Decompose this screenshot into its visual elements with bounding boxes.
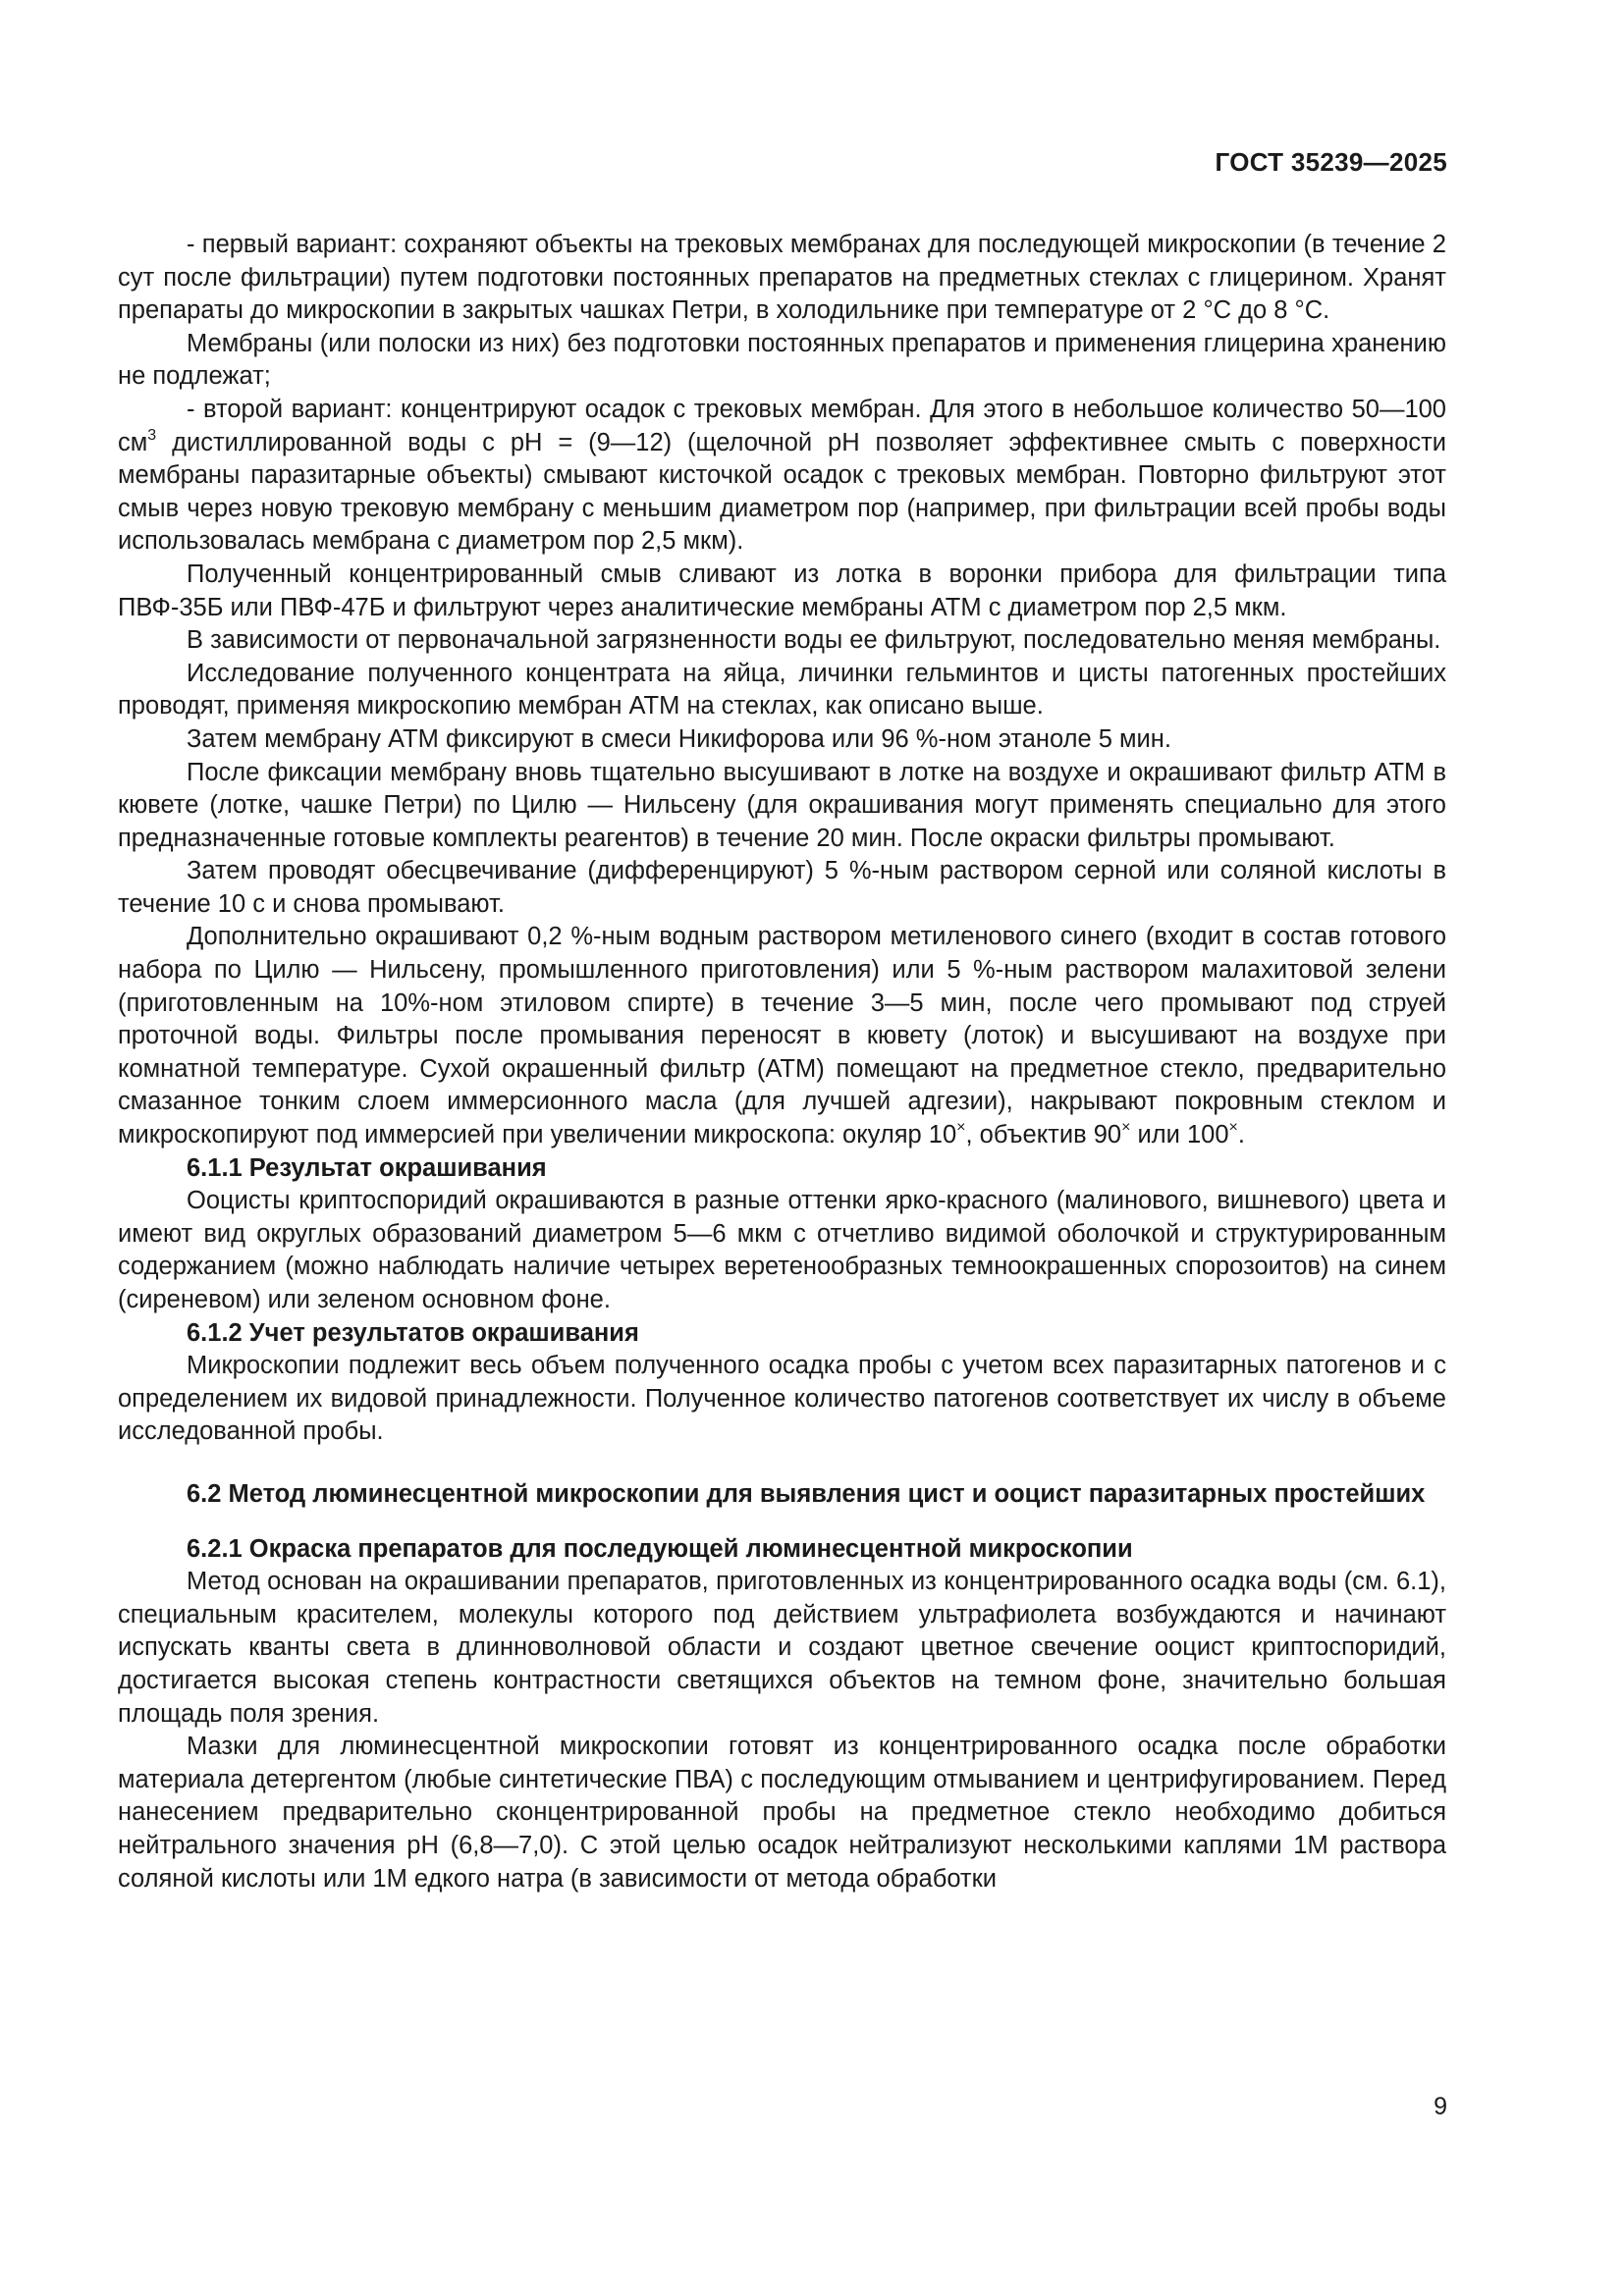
paragraph: - первый вариант: сохраняют объекты на трековых мембранах для последующей микроскопии (в течение 2 сут после фильтрации) путем подготовки постоянных препаратов на предметных стеклах с глицерином. Хранят препараты до микроскопии в закрытых чашках Петри, в холодильнике при температуре от 2 °С до 8 °С. [118, 231, 1446, 325]
paragraph: В зависимости от первоначальной загрязненности воды ее фильтруют, последовательно меняя мембраны. [187, 626, 1441, 655]
paragraph: После фиксации мембрану вновь тщательно высушивают в лотке на воздухе и окрашивают фильтр АТМ в кювете (лотке, чашке Петри) по Цилю — Нильсену (для окрашивания могут применять специально для этого предназначенные готовые комплекты реагентов) в течение 20 мин. После окраски фильтры промывают. [118, 758, 1446, 852]
paragraph: Исследование полученного концентрата на яйца, личинки гельминтов и цисты патогенных простейших проводят, применяя микроскопию мембран АТМ на стеклах, как описано выше. [118, 659, 1446, 721]
section-heading-6-2: 6.2 Метод люминесцентной микроскопии для выявления цист и ооцист паразитарных простейших [187, 1479, 1426, 1508]
paragraph: Затем проводят обесцвечивание (дифференцируют) 5 %-ным раствором серной или соляной кислоты в течение 10 с и снова промывают. [118, 857, 1446, 918]
paragraph: Полученный концентрированный смыв сливают из лотка в воронки прибора для фильтрации типа ПВФ-35Б или ПВФ-47Б и фильтруют через аналитические мембраны АТМ с диаметром пор 2,5 мкм. [118, 560, 1446, 621]
section-heading-6-1-2: 6.1.2 Учет результатов окрашивания [187, 1318, 639, 1347]
section-heading-6-2-1: 6.2.1 Окраска препаратов для последующей люминесцентной микроскопии [187, 1534, 1133, 1563]
paragraph: Микроскопии подлежит весь объем полученного осадка пробы с учетом всех паразитарных патогенов и с определением их видовой принадлежности. Полученное количество патогенов соответствует их числу в объеме исследованной пробы. [118, 1352, 1446, 1446]
document-body [118, 229, 1446, 1896]
paragraph: Метод основан на окрашивании препаратов, приготовленных из концентрированного осадка воды (см. 6.1), специальным красителем, молекулы которого под действием ультрафиолета возбуждаются и начинают испускать кванты света в длинноволновой области и создают цветное свечение ооцист криптоспоридий, достигается высокая степень контрастности светящихся объектов на темном фоне, значительно большая площадь поля зрения. [118, 1568, 1446, 1728]
paragraph: Дополнительно окрашивают 0,2 %-ным водным раствором метиленового синего (входит в состав готового набора по Цилю — Нильсену, промышленного приготовления) или 5 %-ным раствором малахитовой зелени (приготовленным на 10%-ном этиловом спирте) в течение 3—5 мин, после чего промывают под струей проточной воды. Фильтры после промывания переносят в кювету (лоток) и высушивают на воздухе при комнатной температуре. Сухой окрашенный фильтр (АТМ) помещают на предметное стекло, предварительно смазанное тонким слоем иммерсионного масла (для лучшей адгезии), накрывают покровным стеклом и микроскопируют под иммерсией при увеличении микроскопа: окуляр 10×, объектив 90× или 100×. [118, 923, 1446, 1149]
paragraph: Мазки для люминесцентной микроскопии готовят из концентрированного осадка после обработки материала детергентом (любые синтетические ПВА) с последующим отмыванием и центрифугированием. Перед нанесением предварительно сконцентрированной пробы на предметное стекло необходимо добиться нейтрального значения pH (6,8—7,0). С этой целью осадок нейтрализуют несколькими каплями 1М раствора соляной кислоты или 1М едкого натра (в зависимости от метода обработки [118, 1733, 1446, 1893]
paragraph: - второй вариант: концентрируют осадок с трековых мембран. Для этого в небольшое количество 50—100 $см^3$ дистиллированной воды с pH = (9—12) (щелочной pH позволяет эффективнее смыть с поверхности мембраны паразитарные объекты) смывают кисточкой осадок с трековых мембран. Повторно фильтруют этот смыв через новую трековую мембрану с меньшим диаметром пор (например, при фильтрации всей пробы воды использовалась мембрана с диаметром пор 2,5 мкм). [118, 395, 1446, 556]
paragraph: Ооцисты криптоспоридий окрашиваются в разные оттенки ярко-красного (малинового, вишневого) цвета и имеют вид округлых образований диаметром 5—6 мкм с отчетливо видимой оболочкой и структурированным содержанием (можно наблюдать наличие четырех веретенообразных темноокрашенных спорозоитов) на синем (сиреневом) или зеленом основном фоне. [118, 1187, 1446, 1313]
section-heading-6-1-1: 6.1.1 Результат окрашивания [187, 1153, 547, 1182]
document-code-header: ГОСТ 35239—2025 [1215, 147, 1447, 177]
paragraph: Мембраны (или полоски из них) без подготовки постоянных препаратов и применения глицерина хранению не подлежат; [118, 329, 1446, 391]
page-number: 9 [1434, 2093, 1447, 2120]
paragraph: Затем мембрану АТМ фиксируют в смеси Никифорова или 96 %-ном этаноле 5 мин. [187, 724, 1171, 753]
